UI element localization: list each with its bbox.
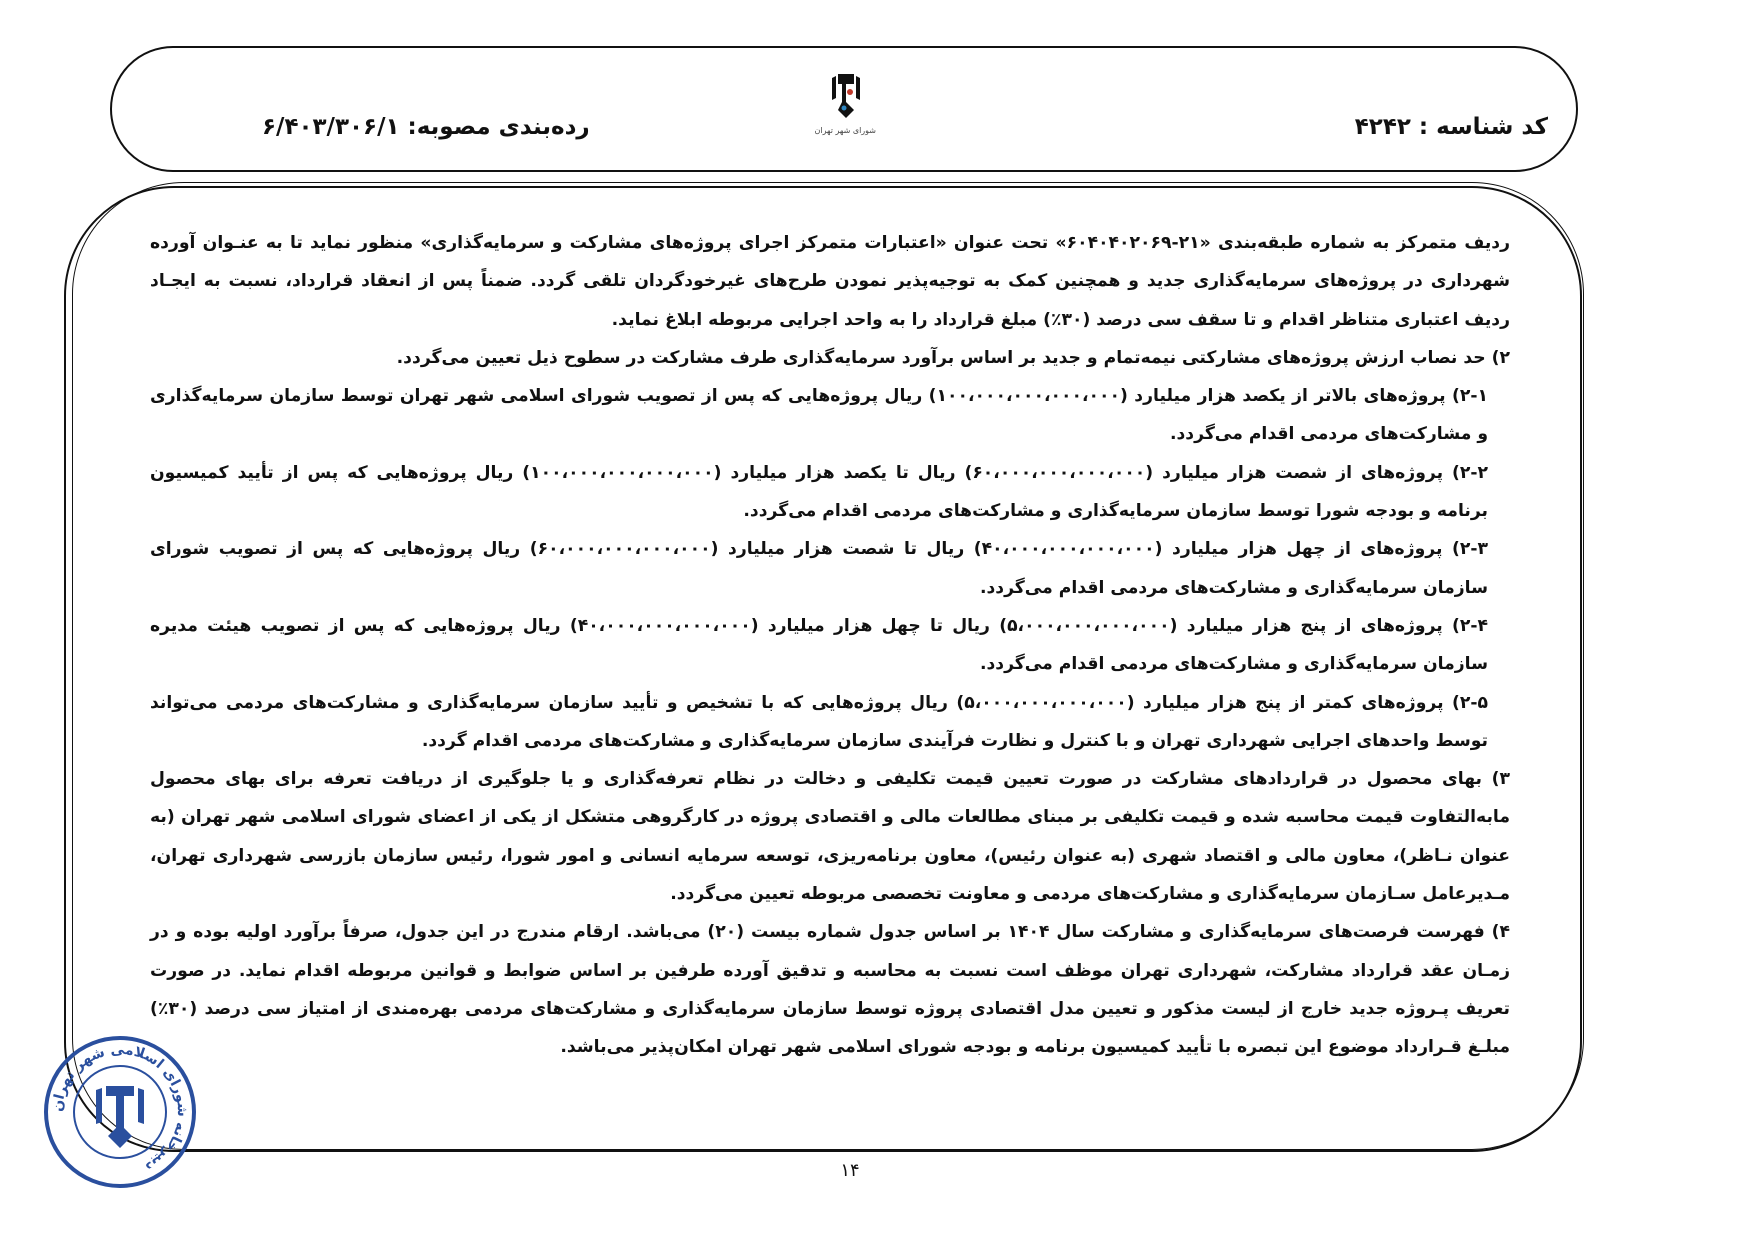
document-body [150, 224, 1510, 1067]
document-code: کد شناسه : ۴۲۴۲ [1354, 114, 1548, 140]
council-logo-icon [824, 68, 868, 124]
paragraph-section-3: ۳) بهای محصول در قراردادهای مشارکت در صورت تعیین قیمت تکلیفی و دخالت در نظام تعرفه‌گذاری و یا جلوگیری از دریافت تعرفه برای بهای محصول مابه‌التفاوت قیمت محاسبه شده و قیمت تکلیفی بر مبنای مطالعات مالی و اقتصادی پروژه در کارگروهی متشکل از یکی از اعضای شورای اسلامی شهر تهران (به عنوان نـاظر)، معاون مالی و اقتصاد شهری (به عنوان رئیس)، معاون برنامه‌ریزی، توسعه سرمایه انسانی و امور شورا، رئیس سازمان بازرسی شهرداری تهران، مـدیرعامل سـازمان سرمایه‌گذاری و مشارکت‌های مردمی و معاونت تخصصی مربوطه تعیین می‌گردد. [150, 769, 1510, 905]
paragraph-2-2: ۲-۲) پروژه‌های از شصت هزار میلیارد (۶۰،۰۰۰،۰۰۰،۰۰۰،۰۰۰) ریال تا یکصد هزار میلیارد (۱۰۰،۰۰۰،۰۰۰،۰۰۰،۰۰۰) ریال پروژه‌هایی که پس از تأیید کمیسیون برنامه و بودجه شورا توسط سازمان سرمایه‌گذاری و مشارکت‌های مردمی اقدام می‌گردد. [150, 462, 1488, 522]
paragraph-2-4: ۲-۴) پروژه‌های از پنج هزار میلیارد (۵،۰۰۰،۰۰۰،۰۰۰،۰۰۰) ریال تا چهل هزار میلیارد (۴۰،۰۰۰،۰۰۰،۰۰۰،۰۰۰) ریال پروژه‌هایی که پس از تصویب هیئت مدیره سازمان سرمایه‌گذاری و مشارکت‌های مردمی اقدام می‌گردد. [150, 615, 1488, 675]
stamp-seal-icon [40, 1032, 200, 1192]
council-logo [816, 68, 876, 148]
paragraph-section-2: ۲) حد نصاب ارزش پروژه‌های مشارکتی نیمه‌تمام و جدید بر اساس برآورد سرمایه‌گذاری طرف مشارکت در سطوح ذیل تعیین می‌گردد. [396, 347, 1510, 368]
council-stamp [40, 1032, 200, 1192]
header-box [110, 46, 1578, 172]
classification-code: رده‌بندی مصوبه: ۶/۴۰۳/۳۰۶/۱ [262, 114, 590, 140]
paragraph-section-4: ۴) فهرست فرصت‌های سرمایه‌گذاری و مشارکت سال ۱۴۰۴ بر اساس جدول شماره بیست (۲۰) می‌باشد. ارقام مندرج در این جدول، صرفاً برآورد اولیه بوده و در زمـان عقد قرارداد مشارکت، شهرداری تهران موظف است نسبت به محاسبه و تدقیق آورده طرفین بر اساس ضوابط و قوانین مربوطه اقدام نماید. در صورت تعریف پـروژه جدید خارج از لیست مذکور و تعیین مدل اقتصادی پروژه توسط سازمان سرمایه‌گذاری و مشارکت‌های مردمی بهره‌مندی از امتیاز سی درصد (۳۰٪) مبلـغ قـرارداد موضوع این تبصره با تأیید کمیسیون برنامه و بودجه شورای اسلامی شهر تهران امکان‌پذیر می‌باشد. [150, 922, 1511, 1058]
paragraph-2-3: ۲-۳) پروژه‌های از چهل هزار میلیارد (۴۰،۰۰۰،۰۰۰،۰۰۰،۰۰۰) ریال تا شصت هزار میلیارد (۶۰،۰۰۰،۰۰۰،۰۰۰،۰۰۰) ریال پروژه‌هایی که پس از تصویب شورای سازمان سرمایه‌گذاری و مشارکت‌های مردمی اقدام می‌گردد. [150, 539, 1488, 598]
logo-caption: شورای شهر تهران [814, 126, 876, 135]
page-number: ۱۴ [840, 1160, 860, 1181]
svg-text:دبیرخانه شورای اسلامی شهر تهرا: دبیرخانه شورای اسلامی شهر تهران [49, 1041, 191, 1176]
paragraph-intro: ردیف متمرکز به شماره طبقه‌بندی «۲۱-۶۰۴۰۴۰۲۰۶۹» تحت عنوان «اعتبارات متمرکز اجرای پروژه‌های مشارکت و سرمایه‌گذاری» منظور نماید تا به عنـوان آورده شهرداری در پروژه‌های سرمایه‌گذاری جدید و همچنین کمک به توجیه‌پذیر نمودن طرح‌های غیرخودگردان تلقی گردد. ضمناً پس از انعقاد قرارداد، نسبت به ایجـاد ردیف اعتباری متناظر اقدام و تا سقف سی درصد (۳۰٪) مبلغ قرارداد را به واحد اجرایی مربوطه ابلاغ نماید. [150, 233, 1510, 330]
paragraph-2-5: ۲-۵) پروژه‌های کمتر از پنج هزار میلیارد (۵،۰۰۰،۰۰۰،۰۰۰،۰۰۰) ریال پروژه‌هایی که با تشخیص و تأیید سازمان سرمایه‌گذاری و مشارکت‌های مردمی می‌تواند توسط واحدهای اجرایی شهرداری تهران و با کنترل و نظارت فرآیندی سازمان سرمایه‌گذاری و مشارکت‌های مردمی اقدام گردد. [150, 692, 1488, 751]
paragraph-2-1: ۲-۱) پروژه‌های بالاتر از یکصد هزار میلیارد (۱۰۰،۰۰۰،۰۰۰،۰۰۰،۰۰۰) ریال پروژه‌هایی که پس از تصویب شورای اسلامی شهر تهران توسط سازمان سرمایه‌گذاری و مشارکت‌های مردمی اقدام می‌گردد. [150, 386, 1489, 445]
